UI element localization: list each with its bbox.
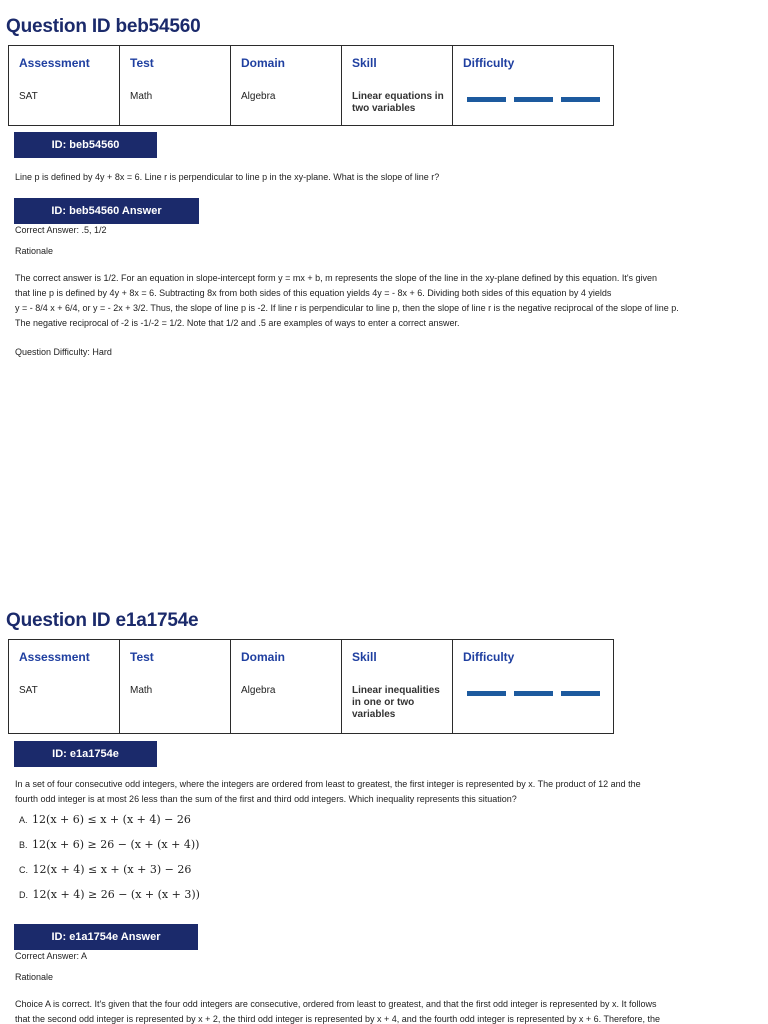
choice-a — [19, 813, 191, 826]
question-title: Question ID beb54560 — [6, 16, 201, 37]
test-header: Test — [130, 56, 154, 70]
question-difficulty: Question Difficulty: Hard — [15, 347, 112, 357]
choice-expression: 12(x + 4) ≤ x + (x + 3) − 26 — [32, 863, 192, 876]
test-cell — [120, 640, 231, 733]
question-title: Question ID e1a1754e — [6, 610, 199, 631]
difficulty-header: Difficulty — [463, 650, 515, 664]
answer-id-badge: ID: beb54560 Answer — [14, 198, 199, 224]
assessment-cell — [9, 46, 120, 125]
skill-cell — [342, 640, 453, 733]
skill-value: Linear inequalities in one or two variables — [352, 685, 440, 720]
domain-cell — [231, 46, 342, 125]
difficulty-cell — [453, 640, 613, 733]
question-meta-table — [8, 639, 614, 734]
rationale-line: The correct answer is 1/2. For an equation in slope-intercept form y = mx + b, m represents the slope of the line in the xy-plane defined by this equation. It's given — [15, 273, 658, 283]
test-value: Math — [130, 91, 153, 102]
difficulty-bar — [467, 691, 506, 696]
question-id-badge: ID: e1a1754e — [14, 741, 157, 767]
difficulty-cell — [453, 46, 613, 125]
rationale-line: y = - 8/4 x + 6/4, or y = - 2x + 3/2. Thus, the slope of line p is -2. If line r is perpendicular to line p, then the slope of line r is the negative reciprocal of the slope of line p. — [15, 303, 679, 313]
choice-expression: 12(x + 4) ≥ 26 − (x + (x + 3)) — [32, 888, 200, 901]
domain-value: Algebra — [241, 685, 276, 696]
choice-letter: B. — [19, 840, 28, 850]
assessment-value: SAT — [19, 685, 38, 696]
choice-expression: 12(x + 6) ≤ x + (x + 4) − 26 — [32, 813, 191, 826]
rationale-line: that line p is defined by 4y + 8x = 6. Subtracting 8x from both sides of this equation yields 4y = - 8x + 6. Dividing both sides of this equation by 4 yields — [15, 288, 612, 298]
difficulty-bar — [467, 97, 506, 102]
choice-c — [19, 863, 191, 876]
rationale-line: The negative reciprocal of -2 is -1/-2 = 1/2. Note that 1/2 and .5 are examples of ways to enter a correct answer. — [15, 318, 460, 328]
question-line: fourth odd integer is at most 26 less than the sum of the first and third odd integers. Which inequality represents this situation? — [15, 794, 517, 804]
skill-header: Skill — [352, 56, 377, 70]
test-cell — [120, 46, 231, 125]
assessment-value: SAT — [19, 91, 38, 102]
difficulty-bar — [514, 97, 553, 102]
question-text: Line p is defined by 4y + 8x = 6. Line r is perpendicular to line p in the xy-plane. What is the slope of line r? — [15, 172, 440, 182]
choice-d — [19, 888, 200, 901]
choice-letter: C. — [19, 865, 28, 875]
choice-letter: A. — [19, 815, 28, 825]
difficulty-bar — [514, 691, 553, 696]
domain-value: Algebra — [241, 91, 276, 102]
question-text — [15, 777, 750, 807]
skill-cell — [342, 46, 453, 125]
choice-expression: 12(x + 6) ≥ 26 − (x + (x + 4)) — [32, 838, 200, 851]
choice-letter: D. — [19, 890, 28, 900]
rationale-text — [15, 271, 750, 331]
assessment-header: Assessment — [19, 56, 90, 70]
answer-id-badge: ID: e1a1754e Answer — [14, 924, 198, 950]
assessment-cell — [9, 640, 120, 733]
domain-cell — [231, 640, 342, 733]
correct-answer: Correct Answer: A — [15, 951, 88, 961]
rationale-line: Choice A is correct. It's given that the four odd integers are consecutive, ordered from least to greatest, and that the first odd integer is represented by x. It follows — [15, 999, 657, 1009]
skill-value: Linear equations in two variables — [352, 91, 444, 114]
domain-header: Domain — [241, 650, 286, 664]
test-value: Math — [130, 685, 153, 696]
difficulty-bar — [561, 97, 600, 102]
rationale-text — [15, 997, 750, 1024]
difficulty-header: Difficulty — [463, 56, 515, 70]
rationale-label: Rationale — [15, 246, 54, 256]
correct-answer: Correct Answer: .5, 1/2 — [15, 225, 107, 235]
difficulty-bars — [467, 691, 613, 696]
difficulty-bar — [561, 691, 600, 696]
question-line: In a set of four consecutive odd integers, where the integers are ordered from least to greatest, the first integer is represented by x. The product of 12 and the — [15, 779, 641, 789]
rationale-line: that the second odd integer is represented by x + 2, the third odd integer is represented by x + 4, and the fourth odd integer is represented by x + 6. Therefore, the — [15, 1014, 660, 1024]
choice-b — [19, 838, 199, 851]
question-id-badge: ID: beb54560 — [14, 132, 157, 158]
domain-header: Domain — [241, 56, 286, 70]
question-meta-table — [8, 45, 614, 126]
skill-header: Skill — [352, 650, 377, 664]
difficulty-bars — [467, 97, 613, 102]
test-header: Test — [130, 650, 154, 664]
rationale-label: Rationale — [15, 972, 54, 982]
assessment-header: Assessment — [19, 650, 90, 664]
